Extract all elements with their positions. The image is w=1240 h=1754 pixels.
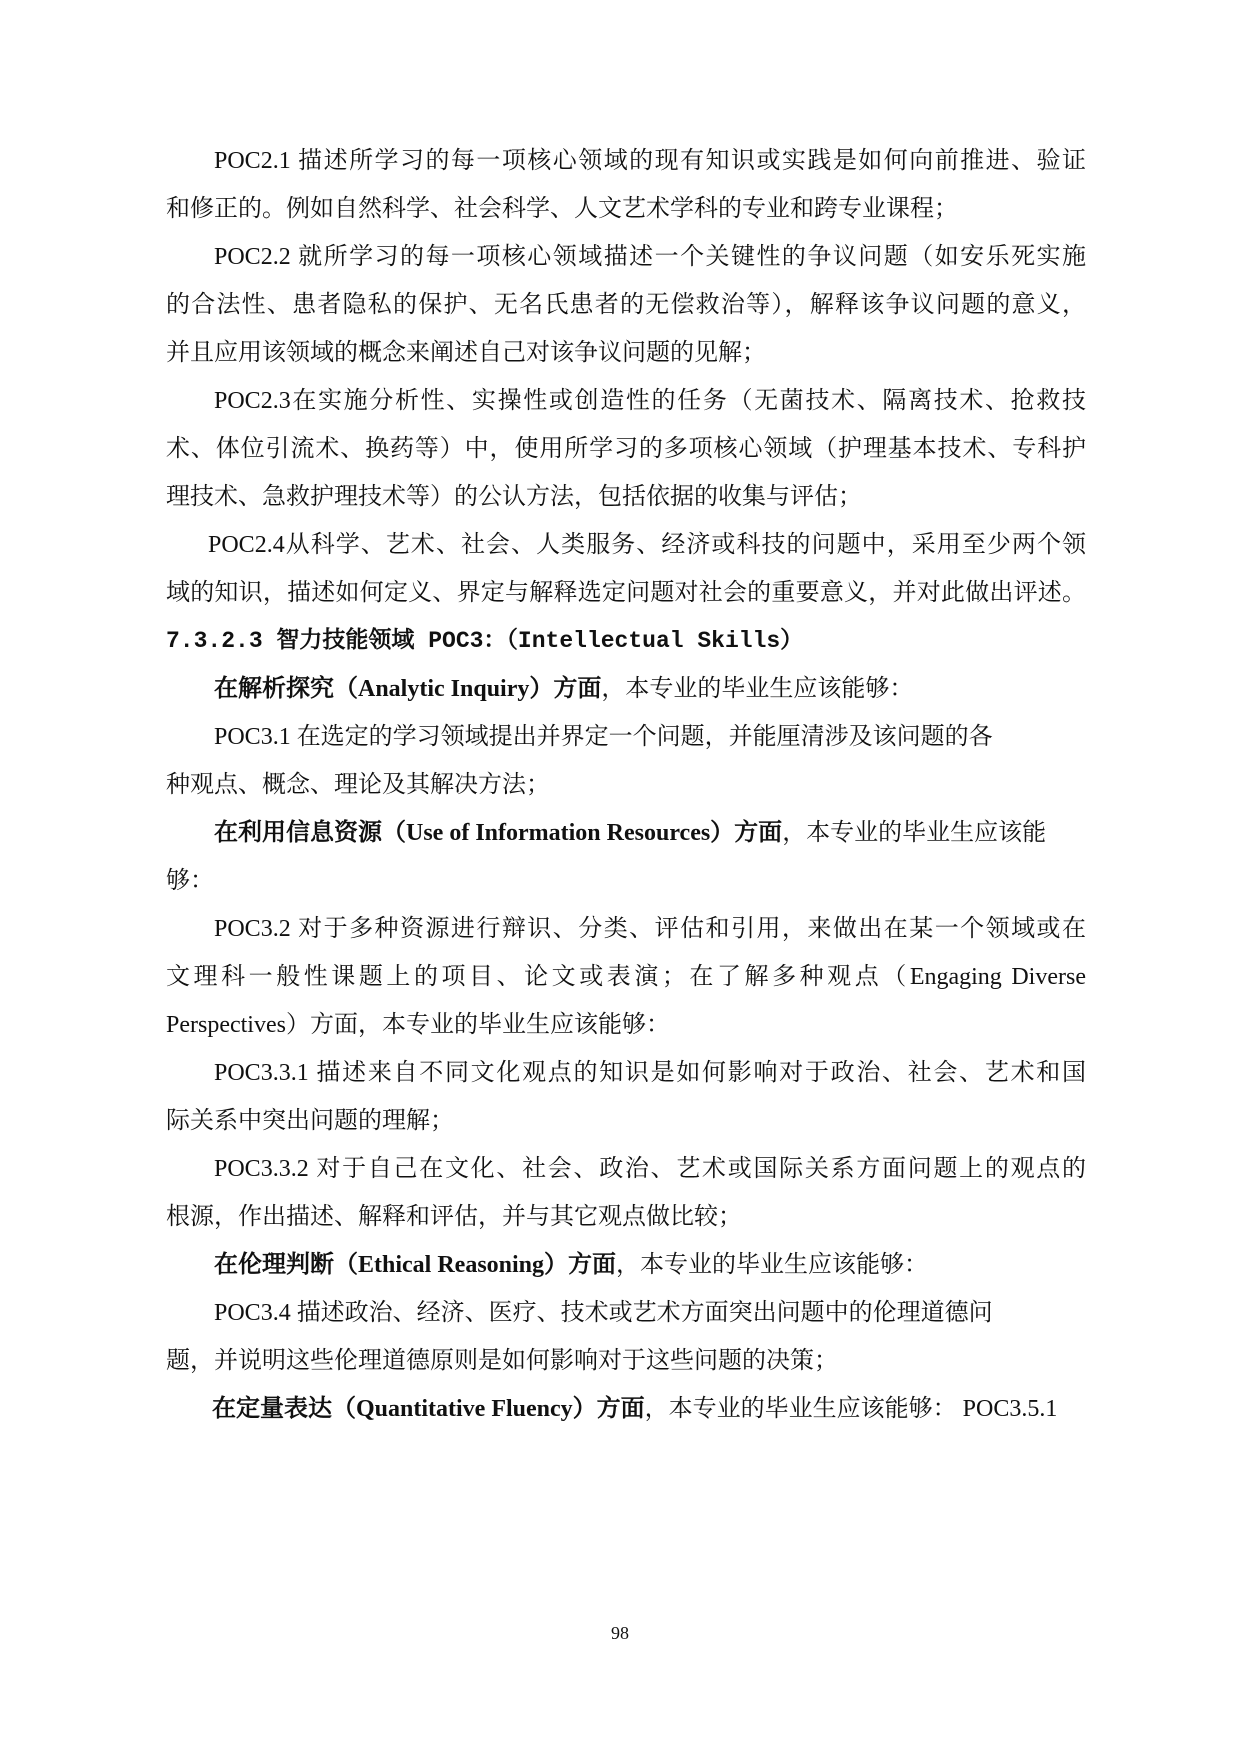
paragraph-line: POC2.1 描述所学习的每一项核心领域的现有知识或实践是如何向前推进、验证 bbox=[214, 148, 1086, 174]
paragraph-line: POC3.3.1 描述来自不同文化观点的知识是如何影响对于政治、社会、艺术和国 bbox=[214, 1060, 1086, 1086]
paragraph-line: POC2.2 就所学习的每一项核心领域描述一个关键性的争议问题（如安乐死实施 bbox=[214, 244, 1086, 270]
subsection-title: 在伦理判断（Ethical Reasoning）方面 bbox=[214, 1252, 617, 1278]
paragraph-line: POC3.1 在选定的学习领域提出并界定一个问题，并能厘清涉及该问题的各 bbox=[214, 724, 993, 750]
paragraph-line: 够： bbox=[166, 868, 214, 894]
paragraph-line: 题，并说明这些伦理道德原则是如何影响对于这些问题的决策； bbox=[166, 1348, 838, 1374]
paragraph-line: POC2.3在实施分析性、实操性或创造性的任务（无菌技术、隔离技术、抢救技 bbox=[214, 388, 1086, 414]
paragraph-line: 的合法性、患者隐私的保护、无名氏患者的无偿救治等），解释该争议问题的意义， bbox=[166, 292, 1086, 318]
subsection-line bbox=[214, 1250, 1086, 1280]
subsection-title: 在利用信息资源（Use of Information Resources）方面 bbox=[214, 820, 783, 846]
paragraph-line: 根源，作出描述、解释和评估，并与其它观点做比较； bbox=[166, 1204, 742, 1230]
paragraph-line: POC3.2 对于多种资源进行辩识、分类、评估和引用，来做出在某一个领域或在 bbox=[214, 916, 1086, 942]
paragraph-line: Perspectives）方面，本专业的毕业生应该能够： bbox=[166, 1012, 670, 1038]
subsection-text: ，本专业的毕业生应该能够： bbox=[616, 1252, 929, 1278]
subsection-title: 在定量表达（Quantitative Fluency）方面 bbox=[212, 1396, 645, 1422]
paragraph-line: 术、体位引流术、换药等）中，使用所学习的多项核心领域（护理基本技术、专科护 bbox=[166, 436, 1086, 462]
subsection-text: ，本专业的毕业生应该能够： POC3.5.1 bbox=[644, 1396, 1058, 1422]
paragraph-line: 并且应用该领域的概念来阐述自己对该争议问题的见解； bbox=[166, 340, 766, 366]
subsection-line bbox=[214, 674, 1086, 704]
paragraph-line: POC3.3.2 对于自己在文化、社会、政治、艺术或国际关系方面问题上的观点的 bbox=[214, 1156, 1086, 1182]
subsection-text: ，本专业的毕业生应该能 bbox=[782, 820, 1047, 846]
subsection-title: 在解析探究（Analytic Inquiry）方面 bbox=[214, 676, 602, 702]
paragraph-line: 际关系中突出问题的理解； bbox=[166, 1108, 454, 1134]
paragraph-line: 理技术、急救护理技术等）的公认方法，包括依据的收集与评估； bbox=[166, 484, 862, 510]
subsection-line bbox=[212, 1394, 1088, 1424]
paragraph-line: 和修正的。例如自然科学、社会科学、人文艺术学科的专业和跨专业课程； bbox=[166, 196, 958, 222]
page-number: 98 bbox=[611, 1623, 629, 1643]
paragraph-line: 域的知识，描述如何定义、界定与解释选定问题对社会的重要意义，并对此做出评述。 bbox=[166, 580, 1086, 606]
paragraph-line: 种观点、概念、理论及其解决方法； bbox=[166, 772, 550, 798]
paragraph-line: POC2.4从科学、艺术、社会、人类服务、经济或科技的问题中，采用至少两个领 bbox=[208, 532, 1086, 558]
paragraph-line: POC3.4 描述政治、经济、医疗、技术或艺术方面突出问题中的伦理道德问 bbox=[214, 1300, 993, 1326]
paragraph-line: 文理科一般性课题上的项目、论文或表演；在了解多种观点（Engaging Diverse bbox=[166, 964, 1086, 990]
subsection-text: ，本专业的毕业生应该能够： bbox=[601, 676, 914, 702]
section-heading: 7.3.2.3 智力技能领域 POC3：（Intellectual Skills） bbox=[166, 628, 804, 654]
subsection-line bbox=[214, 818, 1086, 848]
